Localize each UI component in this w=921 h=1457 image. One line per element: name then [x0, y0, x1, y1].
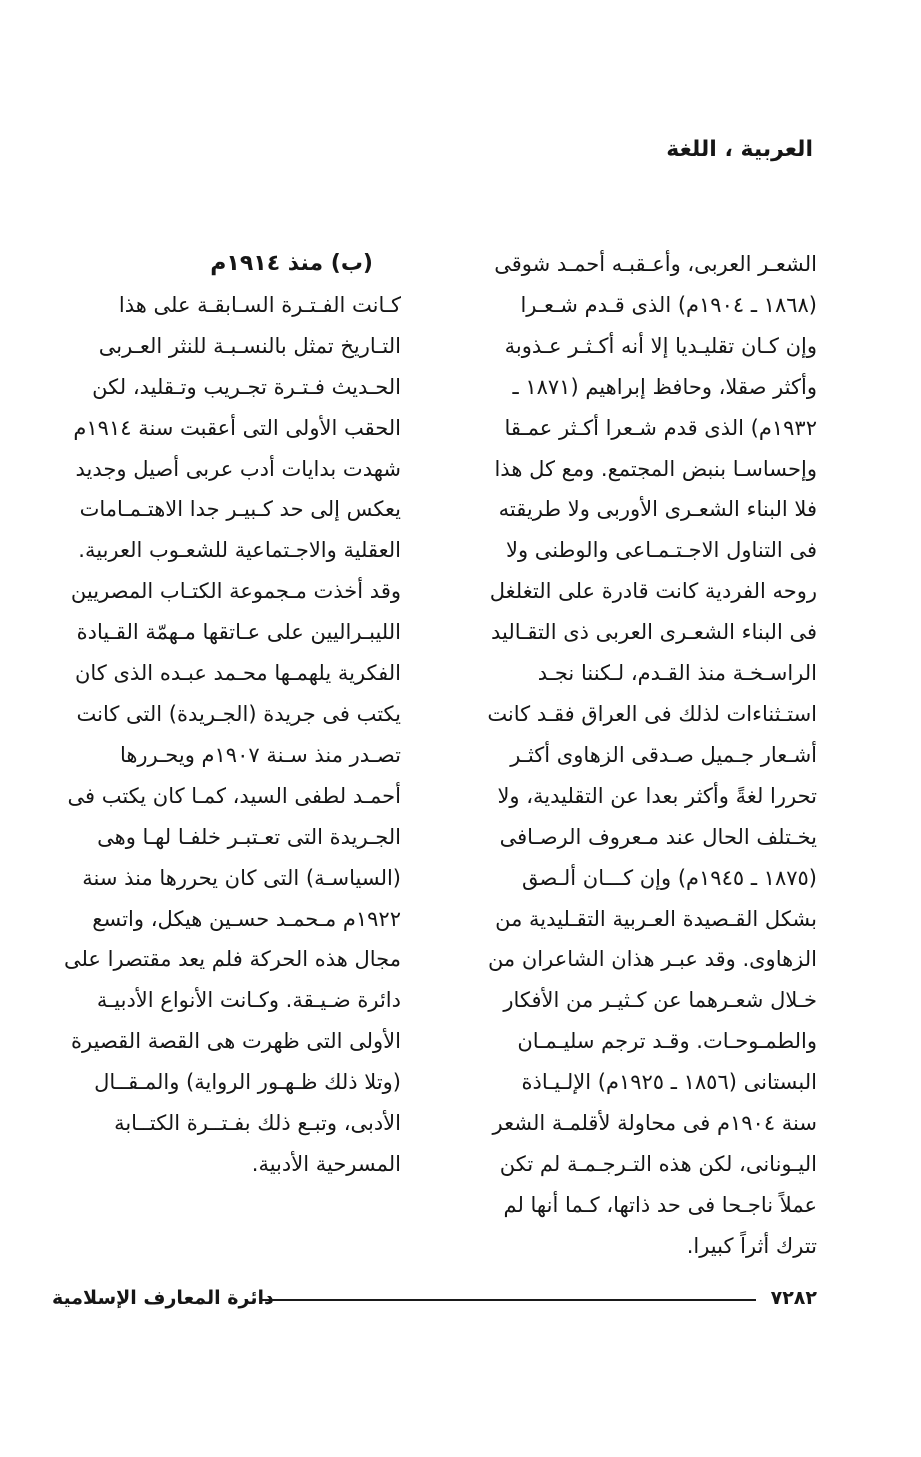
text-line: بشكل القـصيدة العـربية التقـليدية من: [495, 906, 817, 931]
text-line: (السياسـة) التى كان يحررها منذ سنة: [82, 865, 401, 890]
right-column: [459, 244, 817, 1267]
text-line: استـثناءات لذلك فى العراق فقـد كانت: [487, 701, 817, 726]
text-line: البستانى (١٨٥٦ ـ ١٩٢٥م) الإلـيـاذة: [521, 1070, 817, 1095]
text-line: دائرة ضـيـقة. وكـانت الأنواع الأدبيـة: [96, 988, 401, 1013]
text-line: الأولى التى ظهرت هى القصة القصيرة: [71, 1029, 401, 1054]
text-line: عملاً ناجـحا فى حد ذاتها، كـما أنها لم: [503, 1192, 817, 1217]
text-line: (١٨٧٥ ـ ١٩٤٥م) وإن كـــان ألـصق: [522, 865, 817, 890]
text-line: تترك أثراً كبيرا.: [686, 1233, 817, 1258]
text-line: وإن كـان تقليـديا إلا أنه أكـثـر عـذوبة: [504, 333, 817, 358]
text-line: يخـتلف الحال عند مـعروف الرصـافى: [499, 824, 817, 849]
text-line: المسرحية الأدبية.: [251, 1151, 401, 1176]
text-line: روحه الفردية كانت قادرة على التغلغل: [489, 579, 817, 604]
text-line: العقلية والاجـتماعية للشعـوب العربية.: [78, 538, 401, 563]
text-line: الأدبى، وتبـع ذلك بفـتــرة الكتــابة: [114, 1111, 401, 1136]
text-line: يعكس إلى حد كـبيـر جدا الاهتـمـامات: [79, 497, 401, 522]
text-line: الراسـخـة منذ القـدم، لـكننا نجـد: [537, 661, 817, 686]
text-line: فى التناول الاجـتـمـاعى والوطنى ولا: [505, 538, 817, 563]
text-line: الشعـر العربى، وأعـقبـه أحمـد شوقى: [494, 252, 817, 276]
text-line: مجال هذه الحركة فلم يعد مقتصرا على: [63, 947, 401, 972]
text-line: الحـديث فـتـرة تجـريب وتـقليد، لكن: [92, 374, 401, 399]
text-line: فلا البناء الشعـرى الأوربى ولا طريقته: [498, 497, 817, 522]
text-line: وأكثر صقلا، وحافظ إبراهيم (١٨٧١ ـ: [512, 374, 817, 399]
text-line: يكتب فى جريدة (الجـريدة) التى كانت: [76, 701, 401, 726]
text-line: الجـريدة التى تعـتبـر خلفـا لهـا وهى: [97, 824, 401, 849]
text-line: سنة ١٩٠٤م فى محاولة لأقلمـة الشعر: [492, 1111, 817, 1136]
text-line: وإحساسـا بنبض المجتمع. ومع كل هذا: [494, 456, 817, 481]
text-line: فى البناء الشعـرى العربى ذى التقـاليد: [491, 620, 817, 645]
text-line: الزهاوى. وقد عبـر هذان الشاعران من: [487, 947, 817, 972]
text-line: التـاريخ تمثل بالنسـبـة للنثر العـربى: [98, 333, 401, 358]
text-line: ١٩٣٢م) الذى قدم شـعرا أكـثر عمـقا: [504, 415, 817, 440]
footer-rule: [260, 1299, 756, 1301]
text-line: ١٩٢٢م مـحمـد حسـين هيكل، واتسع: [92, 906, 401, 931]
text-line: الحقب الأولى التى أعقبت سنة ١٩١٤م: [73, 415, 401, 440]
text-line: وقد أخذت مـجموعة الكتـاب المصريين: [70, 579, 401, 604]
text-line: والطمـوحـات. وقـد ترجم سليـمـان: [517, 1029, 817, 1054]
text-line: خـلال شعـرهما عن كـثيـر من الأفكار: [503, 988, 817, 1013]
running-header: العربية ، اللغة: [666, 137, 813, 162]
text-line: اليـونانى، لكن هذه التـرجـمـة لم تكن: [499, 1151, 817, 1176]
page-number: ٧٢٨٢: [770, 1287, 817, 1309]
text-line: الليبـراليين على عـاتقها مـهمّة القـيادة: [76, 620, 401, 645]
page-footer: [0, 1280, 921, 1316]
text-line: (١٨٦٨ ـ ١٩٠٤م) الذى قـدم شـعـرا: [520, 292, 817, 317]
publication-title: دائرة المعارف الإسلامية: [52, 1287, 274, 1309]
section-heading: (ب) منذ ١٩١٤م: [210, 251, 373, 276]
text-line: (وتلا ذلك ظـهـور الرواية) والمـقــال: [94, 1070, 401, 1095]
left-column: [51, 244, 401, 1185]
text-line: شهدت بدايات أدب عربى أصيل وجديد: [75, 456, 401, 481]
text-line: كـانت الفـتـرة السـابقـة على هذا: [118, 292, 401, 317]
text-line: الفكرية يلهمـها محـمد عبـده الذى كان: [74, 661, 401, 686]
text-line: تصـدر منذ سـنة ١٩٠٧م ويحـررها: [119, 742, 401, 767]
text-line: أحمـد لطفى السيد، كمـا كان يكتب فى: [67, 783, 401, 808]
text-line: أشـعار جـميل صـدقى الزهاوى أكثـر: [510, 742, 817, 767]
text-line: تحررا لغةً وأكثر بعدا عن التقليدية، ولا: [497, 783, 817, 808]
